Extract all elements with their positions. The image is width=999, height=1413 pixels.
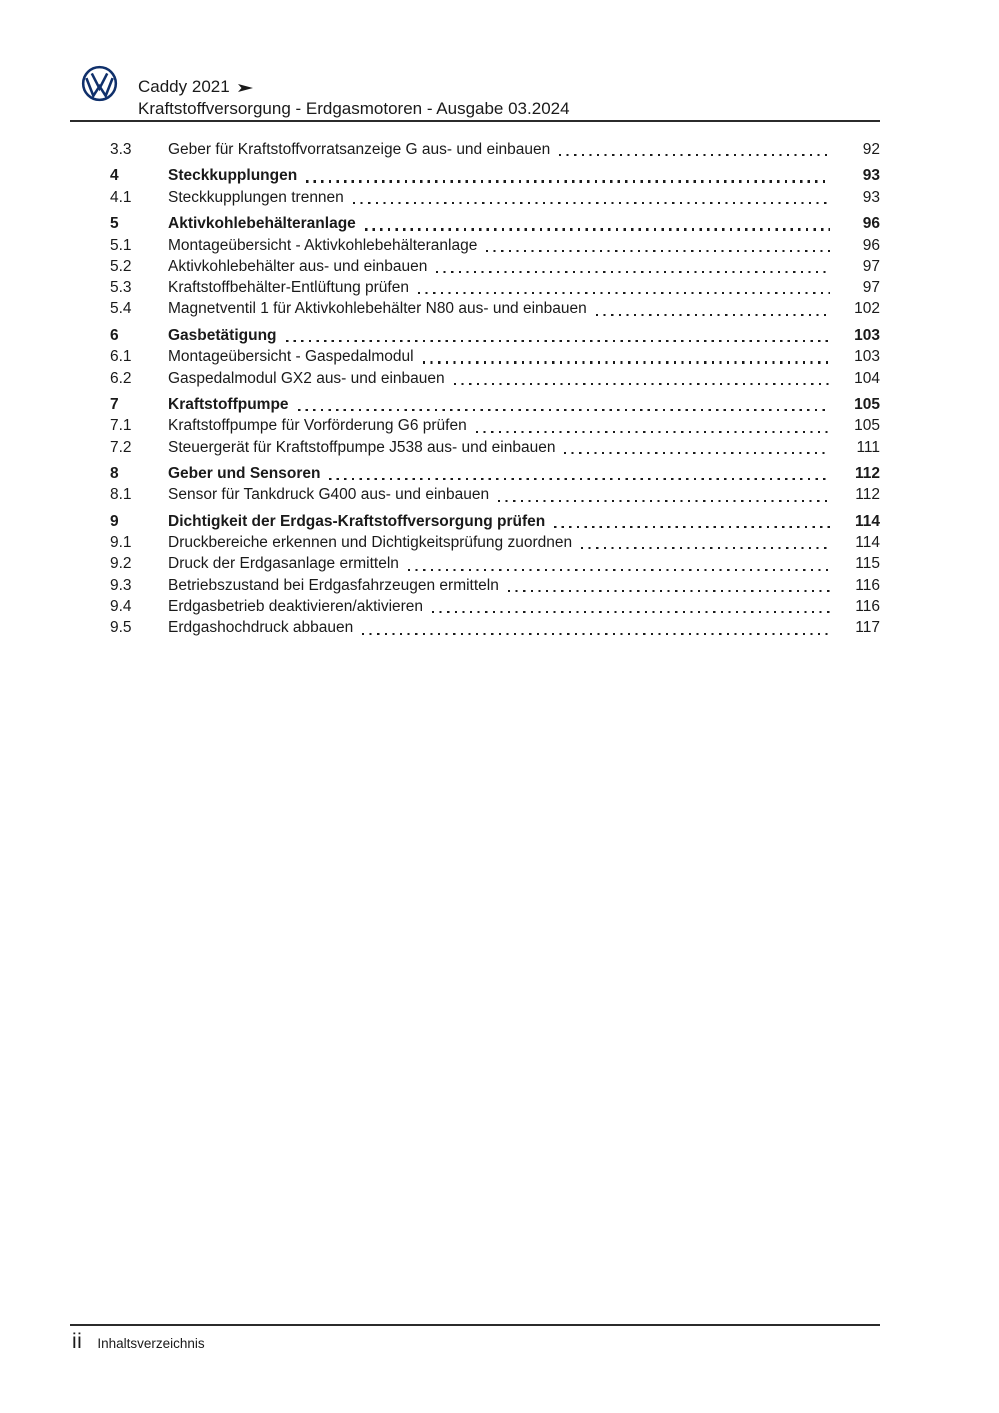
toc-entry-title: Druckbereiche erkennen und Dichtigkeitsprüfung zuordnen	[168, 534, 573, 552]
toc-entry-page: 112	[854, 465, 880, 483]
dot-leader	[498, 500, 830, 502]
dot-leader	[436, 271, 830, 273]
dot-leader	[286, 340, 830, 342]
dot-leader	[408, 569, 830, 571]
toc-entry	[70, 325, 880, 346]
dot-leader	[362, 633, 830, 635]
dot-leader	[432, 611, 830, 613]
dot-leader	[508, 590, 830, 592]
toc-entry-title: Montageübersicht - Aktivkohlebehälteranlage	[168, 236, 478, 254]
dot-leader	[454, 383, 830, 385]
header-text-block	[138, 76, 570, 120]
dot-leader	[476, 431, 830, 433]
toc-entry-title: Dichtigkeit der Erdgas-Kraftstoffversorgung prüfen	[168, 512, 546, 530]
toc-entry	[70, 617, 880, 638]
toc-entry-title: Aktivkohlebehälteranlage	[168, 215, 356, 233]
toc-entry-number: 9	[110, 512, 119, 530]
toc-entry	[70, 463, 880, 484]
toc-entry-page: 115	[855, 555, 880, 573]
toc-entry-page: 93	[862, 167, 880, 185]
toc-entry-page: 111	[856, 438, 880, 456]
toc-entry-number: 7.2	[110, 438, 132, 456]
toc-entry	[70, 484, 880, 505]
header-divider	[70, 120, 880, 122]
toc-entry-title: Aktivkohlebehälter aus- und einbauen	[168, 257, 428, 275]
dot-leader	[581, 547, 830, 549]
dot-leader	[564, 452, 830, 454]
dot-leader	[596, 314, 830, 316]
toc-entry-page: 105	[854, 396, 880, 414]
dot-leader	[298, 409, 830, 411]
toc-entry-page: 96	[862, 215, 880, 233]
toc-entry-number: 6.2	[110, 369, 132, 387]
toc-entry	[70, 256, 880, 277]
toc-entry	[70, 139, 880, 160]
toc-entry-page: 114	[855, 534, 880, 552]
toc-entry	[70, 213, 880, 234]
document-title: Kraftstoffversorgung - Erdgasmotoren - Ausgabe 03.2024	[138, 99, 570, 118]
dot-leader	[418, 292, 830, 294]
toc-entry	[70, 165, 880, 186]
table-of-contents	[70, 139, 880, 639]
toc-entry-number: 4.1	[110, 188, 132, 206]
toc-entry-number: 9.2	[110, 555, 132, 573]
toc-entry	[70, 511, 880, 532]
toc-entry	[70, 415, 880, 436]
toc-entry	[70, 298, 880, 319]
toc-entry-number: 9.3	[110, 576, 132, 594]
toc-entry-title: Erdgashochdruck abbauen	[168, 619, 354, 637]
toc-entry-number: 5.4	[110, 300, 132, 318]
toc-entry	[70, 575, 880, 596]
toc-entry-title: Montageübersicht - Gaspedalmodul	[168, 348, 414, 366]
toc-entry-title: Druck der Erdgasanlage ermitteln	[168, 555, 399, 573]
toc-entry-page: 105	[854, 417, 880, 435]
toc-entry-title: Steuergerät für Kraftstoffpumpe J538 aus- und einbauen	[168, 438, 556, 456]
toc-entry-title: Gaspedalmodul GX2 aus- und einbauen	[168, 369, 445, 387]
toc-entry-page: 97	[862, 279, 880, 297]
toc-entry-number: 4	[110, 167, 119, 185]
toc-entry-number: 7.1	[110, 417, 132, 435]
dot-leader	[554, 526, 830, 528]
toc-entry-page: 112	[855, 486, 880, 504]
footer-section-label: Inhaltsverzeichnis	[97, 1336, 205, 1351]
toc-entry-page: 92	[862, 141, 880, 158]
toc-entry	[70, 596, 880, 617]
toc-entry-title: Kraftstoffpumpe für Vorförderung G6 prüfen	[168, 417, 467, 435]
toc-entry	[70, 437, 880, 458]
dot-leader	[353, 202, 830, 204]
toc-entry-title: Sensor für Tankdruck G400 aus- und einbauen	[168, 486, 490, 504]
toc-entry-number: 6	[110, 326, 119, 344]
toc-entry-number: 8	[110, 465, 119, 483]
footer-divider	[70, 1324, 880, 1326]
dot-leader	[486, 250, 830, 252]
toc-entry-page: 104	[854, 369, 880, 387]
toc-entry-page: 97	[862, 257, 880, 275]
toc-entry-page: 103	[854, 326, 880, 344]
toc-entry-page: 116	[855, 576, 880, 594]
toc-entry	[70, 346, 880, 367]
toc-entry	[70, 277, 880, 298]
toc-entry-title: Steckkupplungen trennen	[168, 188, 344, 206]
toc-entry-title: Geber und Sensoren	[168, 465, 321, 483]
toc-entry-page: 102	[854, 300, 880, 318]
toc-entry-page: 93	[862, 188, 880, 206]
toc-entry-number: 9.1	[110, 534, 132, 552]
toc-entry-number: 5.1	[110, 236, 132, 254]
model-name: Caddy 2021	[138, 77, 230, 96]
toc-entry-number: 3.3	[110, 141, 132, 158]
toc-entry-number: 5	[110, 215, 119, 233]
toc-entry-page: 103	[854, 348, 880, 366]
toc-entry-title: Kraftstoffbehälter-Entlüftung prüfen	[168, 279, 409, 297]
toc-entry-number: 9.5	[110, 619, 132, 637]
toc-entry-number: 7	[110, 396, 119, 414]
toc-entry	[70, 532, 880, 553]
toc-entry-page: 114	[854, 512, 880, 530]
model-year-arrow-icon	[238, 81, 253, 93]
volkswagen-logo-icon	[81, 65, 118, 102]
toc-entry-number: 6.1	[110, 348, 132, 366]
toc-entry	[70, 235, 880, 256]
dot-leader	[329, 478, 830, 480]
dot-leader	[423, 361, 830, 363]
toc-entry-number: 5.3	[110, 279, 132, 297]
toc-entry-title: Gasbetätigung	[168, 326, 277, 344]
toc-entry-number: 5.2	[110, 257, 132, 275]
toc-entry-title: Magnetventil 1 für Aktivkohlebehälter N80 aus- und einbauen	[168, 300, 587, 318]
dot-leader	[365, 228, 830, 230]
toc-entry	[70, 187, 880, 208]
dot-leader	[306, 180, 830, 182]
toc-entry-number: 8.1	[110, 486, 132, 504]
toc-entry-title: Betriebszustand bei Erdgasfahrzeugen ermitteln	[168, 576, 499, 594]
toc-entry-number: 9.4	[110, 598, 132, 616]
model-line	[138, 76, 570, 98]
toc-entry-title: Kraftstoffpumpe	[168, 396, 289, 414]
footer	[72, 1330, 205, 1354]
toc-entry	[70, 394, 880, 415]
toc-entry-title: Geber für Kraftstoffvorratsanzeige G aus- und einbauen	[168, 141, 551, 158]
toc-entry	[70, 368, 880, 389]
dot-leader	[559, 154, 830, 156]
toc-entry	[70, 553, 880, 574]
toc-entry-page: 117	[855, 619, 880, 637]
toc-entry-title: Steckkupplungen	[168, 167, 298, 185]
toc-entry-title: Erdgasbetrieb deaktivieren/aktivieren	[168, 598, 424, 616]
footer-page-number: ii	[72, 1330, 83, 1353]
toc-entry-page: 96	[862, 236, 880, 254]
toc-entry-page: 116	[855, 598, 880, 616]
